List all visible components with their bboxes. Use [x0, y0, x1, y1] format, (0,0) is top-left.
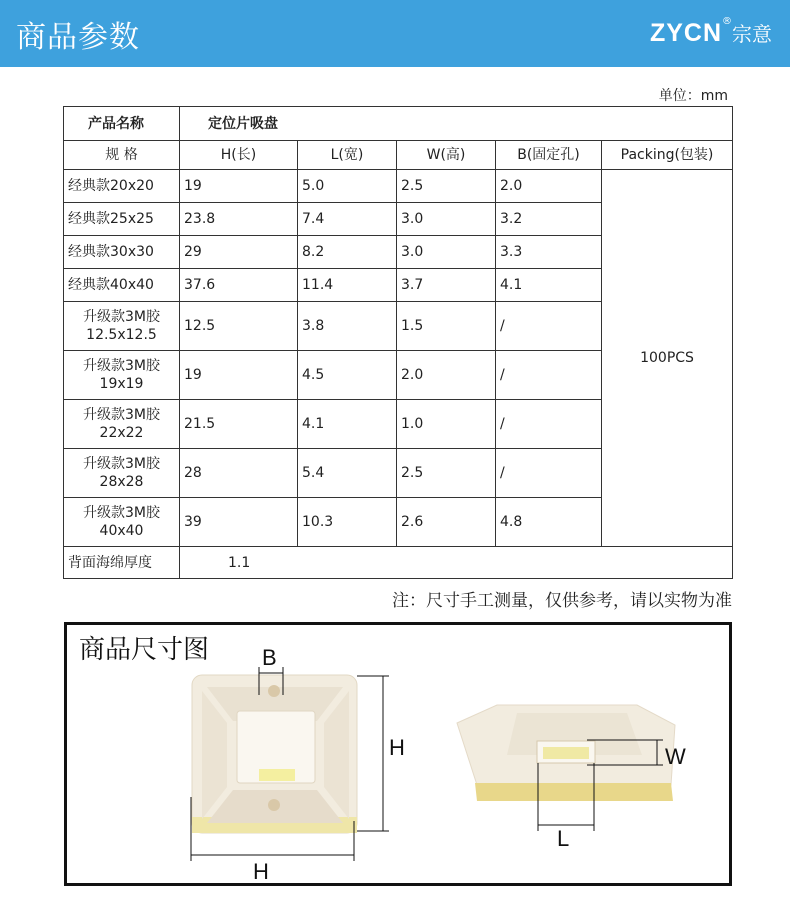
- label-w: W: [665, 744, 686, 769]
- spec-cell: [64, 449, 180, 498]
- w-cell: 3.0: [397, 203, 496, 236]
- dimension-title: 商品尺寸图: [79, 635, 210, 665]
- h-cell: 19: [180, 351, 298, 400]
- header-banner: [0, 0, 790, 67]
- spec-cell: 经典款25x25: [64, 203, 180, 236]
- spec-size: 12.5x12.5: [86, 327, 157, 343]
- h-cell: 12.5: [180, 302, 298, 351]
- column-header: L(宽): [298, 141, 397, 170]
- spec-cell: [64, 400, 180, 449]
- label-h-bottom: H: [253, 859, 269, 883]
- b-cell: /: [496, 351, 602, 400]
- product-name-row: [64, 107, 733, 141]
- column-header: H(长): [180, 141, 298, 170]
- l-cell: 7.4: [298, 203, 397, 236]
- label-l: L: [557, 826, 570, 851]
- b-cell: 4.8: [496, 498, 602, 547]
- b-cell: /: [496, 400, 602, 449]
- label-b: B: [262, 645, 277, 670]
- spec-cell: [64, 351, 180, 400]
- l-cell: 8.2: [298, 236, 397, 269]
- l-cell: 3.8: [298, 302, 397, 351]
- b-cell: 3.2: [496, 203, 602, 236]
- b-cell: 3.3: [496, 236, 602, 269]
- table-row: [64, 170, 733, 203]
- w-cell: 2.6: [397, 498, 496, 547]
- spec-line: 升级款3M胶: [83, 407, 160, 423]
- spec-size: 22x22: [99, 425, 144, 441]
- spec-size: 40x40: [99, 523, 144, 539]
- top-view-mount-image: [192, 675, 357, 833]
- measurement-note: 注：尺寸手工测量，仅供参考，请以实物为准: [392, 591, 732, 611]
- w-cell: 2.5: [397, 170, 496, 203]
- spec-line: 升级款3M胶: [83, 309, 160, 325]
- spec-cell: [64, 302, 180, 351]
- h-cell: 29: [180, 236, 298, 269]
- spec-line: 升级款3M胶: [83, 358, 160, 374]
- l-cell: 11.4: [298, 269, 397, 302]
- sponge-value: 1.1: [180, 547, 733, 579]
- b-cell: 4.1: [496, 269, 602, 302]
- w-cell: 3.7: [397, 269, 496, 302]
- h-cell: 37.6: [180, 269, 298, 302]
- table-header-row: [64, 141, 733, 170]
- spec-line: 升级款3M胶: [83, 505, 160, 521]
- spec-cell: 经典款30x30: [64, 236, 180, 269]
- b-cell: /: [496, 302, 602, 351]
- w-cell: 1.5: [397, 302, 496, 351]
- w-cell: 3.0: [397, 236, 496, 269]
- spec-size: 28x28: [99, 474, 144, 490]
- l-cell: 5.0: [298, 170, 397, 203]
- spec-cell: [64, 498, 180, 547]
- l-cell: 10.3: [298, 498, 397, 547]
- w-cell: 2.5: [397, 449, 496, 498]
- page-title: 商品参数: [16, 20, 140, 55]
- column-header: Packing(包装): [602, 141, 733, 170]
- column-header: 规 格: [64, 141, 180, 170]
- h-cell: 28: [180, 449, 298, 498]
- b-cell: /: [496, 449, 602, 498]
- b-cell: 2.0: [496, 170, 602, 203]
- l-cell: 5.4: [298, 449, 397, 498]
- spec-size: 19x19: [99, 376, 144, 392]
- spec-cell: 经典款40x40: [64, 269, 180, 302]
- spec-cell: 经典款20x20: [64, 170, 180, 203]
- unit-label: 单位：mm: [658, 88, 728, 104]
- dimension-diagram: [64, 622, 732, 886]
- brand-logo: [650, 18, 772, 48]
- spec-table: [63, 106, 733, 579]
- h-cell: 21.5: [180, 400, 298, 449]
- h-cell: 19: [180, 170, 298, 203]
- side-view-mount-image: [457, 705, 675, 801]
- w-cell: 1.0: [397, 400, 496, 449]
- dimension-drawing: [67, 625, 729, 883]
- spec-line: 升级款3M胶: [83, 456, 160, 472]
- sponge-thickness-row: [64, 547, 733, 579]
- brand-chinese-name: 宗意: [732, 22, 772, 46]
- brand-name: ZYCN: [649, 19, 722, 47]
- h-cell: 39: [180, 498, 298, 547]
- l-cell: 4.1: [298, 400, 397, 449]
- brand-registered-mark: ®: [722, 16, 732, 27]
- product-name-label: 产品名称: [64, 107, 180, 141]
- packing-cell: 100PCS: [602, 170, 733, 547]
- l-cell: 4.5: [298, 351, 397, 400]
- product-name-value: 定位片吸盘: [180, 107, 733, 141]
- sponge-label: 背面海绵厚度: [64, 547, 180, 579]
- h-cell: 23.8: [180, 203, 298, 236]
- w-cell: 2.0: [397, 351, 496, 400]
- label-h-side: H: [389, 735, 405, 760]
- column-header: W(高): [397, 141, 496, 170]
- column-header: B(固定孔): [496, 141, 602, 170]
